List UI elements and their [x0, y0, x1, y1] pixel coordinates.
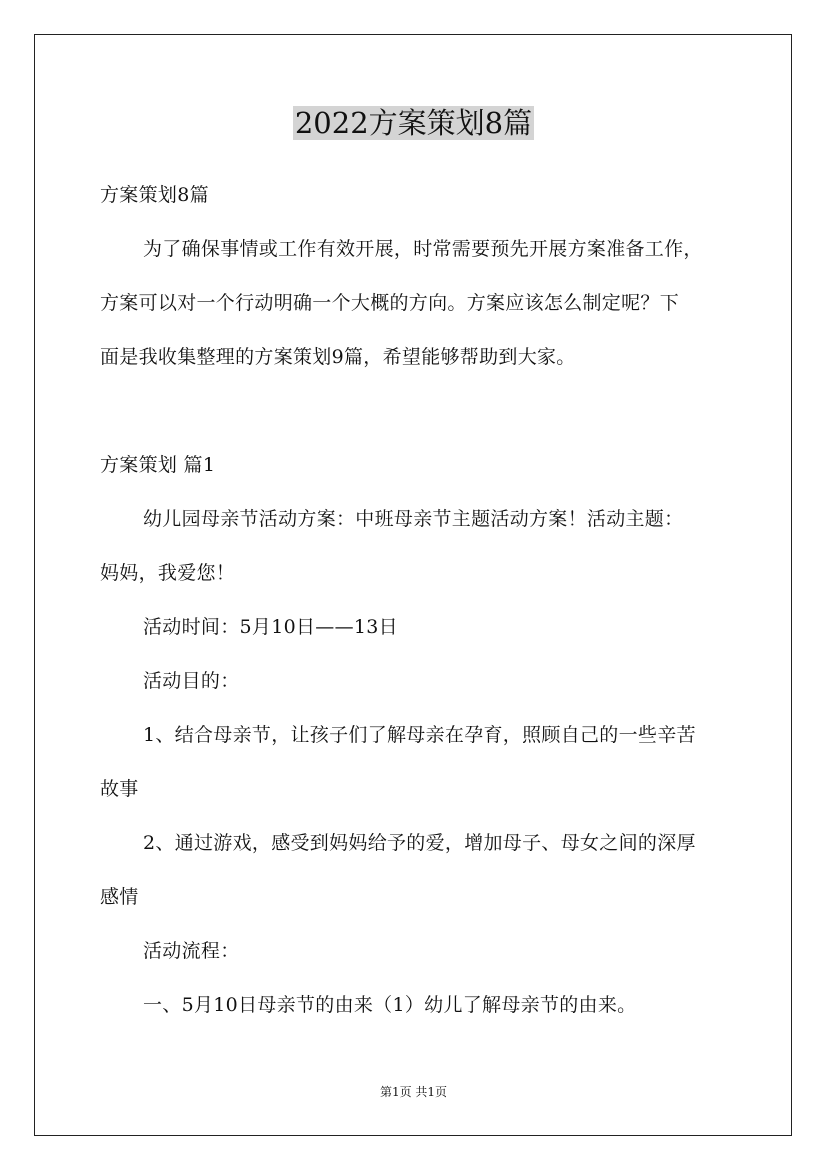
paragraph-line: 2、通过游戏，感受到妈妈给予的爱，增加母子、母女之间的深厚 — [143, 832, 696, 854]
paragraph-line: 活动流程： — [143, 940, 240, 962]
paragraph-line: 1、结合母亲节，让孩子们了解母亲在孕育，照顾自己的一些辛苦 — [143, 724, 696, 746]
paragraph-line: 面是我收集整理的方案策划9篇，希望能够帮助到大家。 — [100, 346, 576, 368]
paragraph-line: 故事 — [100, 778, 139, 800]
paragraph-line: 活动目的： — [143, 670, 240, 692]
document-title — [0, 103, 827, 143]
paragraph-line: 一、5月10日母亲节的由来（1）幼儿了解母亲节的由来。 — [143, 994, 637, 1016]
document-title-text: 2022方案策划8篇 — [294, 106, 533, 140]
paragraph-line: 方案可以对一个行动明确一个大概的方向。方案应该怎么制定呢？下 — [100, 292, 680, 314]
paragraph-line: 为了确保事情或工作有效开展，时常需要预先开展方案准备工作， — [143, 238, 703, 260]
subtitle: 方案策划8篇 — [100, 184, 209, 206]
paragraph-line: 幼儿园母亲节活动方案：中班母亲节主题活动方案！活动主题： — [143, 508, 684, 530]
paragraph-line: 妈妈，我爱您！ — [100, 562, 236, 584]
section-heading: 方案策划 篇1 — [100, 454, 216, 476]
paragraph-line: 活动时间：5月10日——13日 — [143, 616, 398, 638]
page-footer: 第1页 共1页 — [379, 1085, 448, 1099]
paragraph-line: 感情 — [100, 886, 139, 908]
